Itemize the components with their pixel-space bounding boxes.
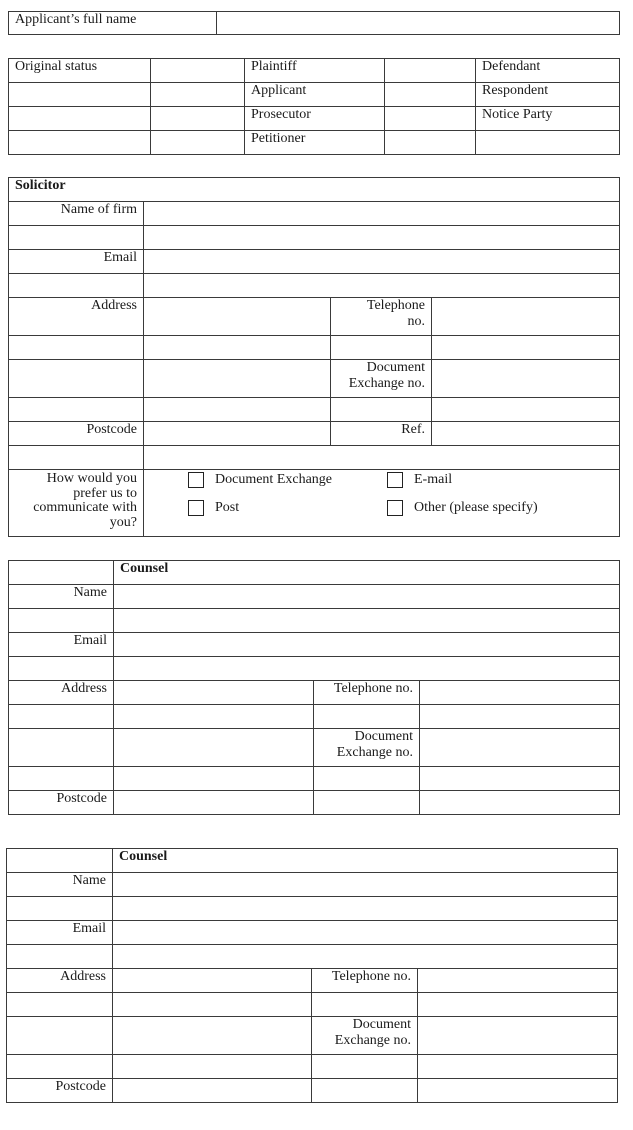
counsel-1-name-field-2[interactable] bbox=[114, 609, 620, 633]
solicitor-telephone-field[interactable] bbox=[432, 298, 620, 336]
counsel-2-email-field[interactable] bbox=[113, 921, 618, 945]
solicitor-address-field-3[interactable] bbox=[144, 360, 331, 398]
counsel-1-telephone-field[interactable] bbox=[420, 681, 620, 705]
applicant-full-name-label: Applicant’s full name bbox=[9, 12, 217, 35]
solicitor-address-field-4[interactable] bbox=[144, 398, 331, 422]
solicitor-document-exchange-field-2[interactable] bbox=[432, 398, 620, 422]
counsel-2-telephone-field[interactable] bbox=[418, 969, 618, 993]
option-other[interactable]: Other (please specify) bbox=[387, 500, 538, 516]
status-check-plaintiff[interactable] bbox=[151, 59, 245, 83]
solicitor-firm-label: Name of firm bbox=[9, 202, 144, 226]
status-option-petitioner: Petitioner bbox=[245, 131, 385, 155]
counsel-2-postcode-extra-field[interactable] bbox=[418, 1079, 618, 1103]
solicitor-email-field-2[interactable] bbox=[144, 274, 620, 298]
solicitor-document-exchange-field[interactable] bbox=[432, 360, 620, 398]
counsel-2-document-exchange-field[interactable] bbox=[418, 1017, 618, 1055]
original-status-table bbox=[8, 58, 620, 155]
status-check-applicant[interactable] bbox=[151, 83, 245, 107]
counsel-2-address-field-2[interactable] bbox=[113, 993, 312, 1017]
applicant-table bbox=[8, 11, 620, 35]
counsel-2-address-field[interactable] bbox=[113, 969, 312, 993]
solicitor-telephone-field-2[interactable] bbox=[432, 336, 620, 360]
counsel-2-email-label: Email bbox=[7, 921, 113, 945]
solicitor-firm-field[interactable] bbox=[144, 202, 620, 226]
communication-preferences bbox=[144, 470, 620, 537]
solicitor-heading: Solicitor bbox=[9, 178, 620, 202]
solicitor-address-label: Address bbox=[9, 298, 144, 336]
counsel-2-address-field-3[interactable] bbox=[113, 1017, 312, 1055]
solicitor-ref-label: Ref. bbox=[331, 422, 432, 446]
solicitor-postcode-label: Postcode bbox=[9, 422, 144, 446]
counsel-2-address-field-4[interactable] bbox=[113, 1055, 312, 1079]
counsel-2-document-exchange-label: Document Exchange no. bbox=[312, 1017, 418, 1055]
counsel-2-postcode-field[interactable] bbox=[113, 1079, 312, 1103]
original-status-label: Original status bbox=[9, 59, 151, 83]
counsel-1-postcode-extra-field[interactable] bbox=[420, 791, 620, 815]
status-option-prosecutor: Prosecutor bbox=[245, 107, 385, 131]
counsel-1-name-label: Name bbox=[9, 585, 114, 609]
counsel-1-heading: Counsel bbox=[114, 561, 620, 585]
checkbox-other[interactable] bbox=[387, 500, 403, 516]
counsel-2-name-field[interactable] bbox=[113, 873, 618, 897]
status-check-notice-party[interactable] bbox=[385, 107, 476, 131]
solicitor-address-field-2[interactable] bbox=[144, 336, 331, 360]
counsel-1-address-field-3[interactable] bbox=[114, 729, 314, 767]
solicitor-address-field[interactable] bbox=[144, 298, 331, 336]
checkbox-email[interactable] bbox=[387, 472, 403, 488]
solicitor-document-exchange-label: Document Exchange no. bbox=[331, 360, 432, 398]
counsel-2-telephone-field-2[interactable] bbox=[418, 993, 618, 1017]
status-check-prosecutor[interactable] bbox=[151, 107, 245, 131]
counsel-2-email-field-2[interactable] bbox=[113, 945, 618, 969]
status-option-notice-party: Notice Party bbox=[476, 107, 620, 131]
counsel-1-address-field-2[interactable] bbox=[114, 705, 314, 729]
solicitor-telephone-label: Telephone no. bbox=[331, 298, 432, 336]
counsel-1-email-label: Email bbox=[9, 633, 114, 657]
counsel-1-address-field[interactable] bbox=[114, 681, 314, 705]
solicitor-extra-field[interactable] bbox=[144, 446, 620, 470]
checkbox-document-exchange[interactable] bbox=[188, 472, 204, 488]
checkbox-post[interactable] bbox=[188, 500, 204, 516]
status-option-defendant: Defendant bbox=[476, 59, 620, 83]
solicitor-ref-field[interactable] bbox=[432, 422, 620, 446]
counsel-2-heading: Counsel bbox=[113, 849, 618, 873]
counsel-1-telephone-field-2[interactable] bbox=[420, 705, 620, 729]
counsel-1-address-label: Address bbox=[9, 681, 114, 705]
counsel-1-name-field[interactable] bbox=[114, 585, 620, 609]
counsel-1-email-field-2[interactable] bbox=[114, 657, 620, 681]
status-check-petitioner[interactable] bbox=[151, 131, 245, 155]
counsel-1-email-field[interactable] bbox=[114, 633, 620, 657]
counsel-1-document-exchange-field[interactable] bbox=[420, 729, 620, 767]
status-option-respondent: Respondent bbox=[476, 83, 620, 107]
counsel-2-postcode-label: Postcode bbox=[7, 1079, 113, 1103]
counsel-1-document-exchange-field-2[interactable] bbox=[420, 767, 620, 791]
counsel-1-postcode-field[interactable] bbox=[114, 791, 314, 815]
status-check-respondent[interactable] bbox=[385, 83, 476, 107]
status-option-applicant: Applicant bbox=[245, 83, 385, 107]
status-option-plaintiff: Plaintiff bbox=[245, 59, 385, 83]
applicant-full-name-field[interactable] bbox=[217, 12, 620, 35]
counsel-2-telephone-label: Telephone no. bbox=[312, 969, 418, 993]
option-document-exchange[interactable]: Document Exchange bbox=[188, 472, 332, 488]
counsel-2-name-field-2[interactable] bbox=[113, 897, 618, 921]
option-email[interactable]: E-mail bbox=[387, 472, 452, 488]
counsel-1-document-exchange-label: Document Exchange no. bbox=[314, 729, 420, 767]
solicitor-firm-field-2[interactable] bbox=[144, 226, 620, 250]
counsel-1-postcode-label: Postcode bbox=[9, 791, 114, 815]
counsel-2-address-label: Address bbox=[7, 969, 113, 993]
counsel-1-address-field-4[interactable] bbox=[114, 767, 314, 791]
counsel-2-document-exchange-field-2[interactable] bbox=[418, 1055, 618, 1079]
solicitor-communicate-label: How would you prefer us to communicate with you? bbox=[9, 470, 144, 537]
status-check-defendant[interactable] bbox=[385, 59, 476, 83]
counsel-1-table bbox=[8, 560, 620, 815]
solicitor-email-field[interactable] bbox=[144, 250, 620, 274]
counsel-2-name-label: Name bbox=[7, 873, 113, 897]
counsel-2-table bbox=[6, 848, 618, 1103]
counsel-1-telephone-label: Telephone no. bbox=[314, 681, 420, 705]
solicitor-table bbox=[8, 177, 620, 537]
solicitor-email-label: Email bbox=[9, 250, 144, 274]
option-post[interactable]: Post bbox=[188, 500, 239, 516]
solicitor-postcode-field[interactable] bbox=[144, 422, 331, 446]
